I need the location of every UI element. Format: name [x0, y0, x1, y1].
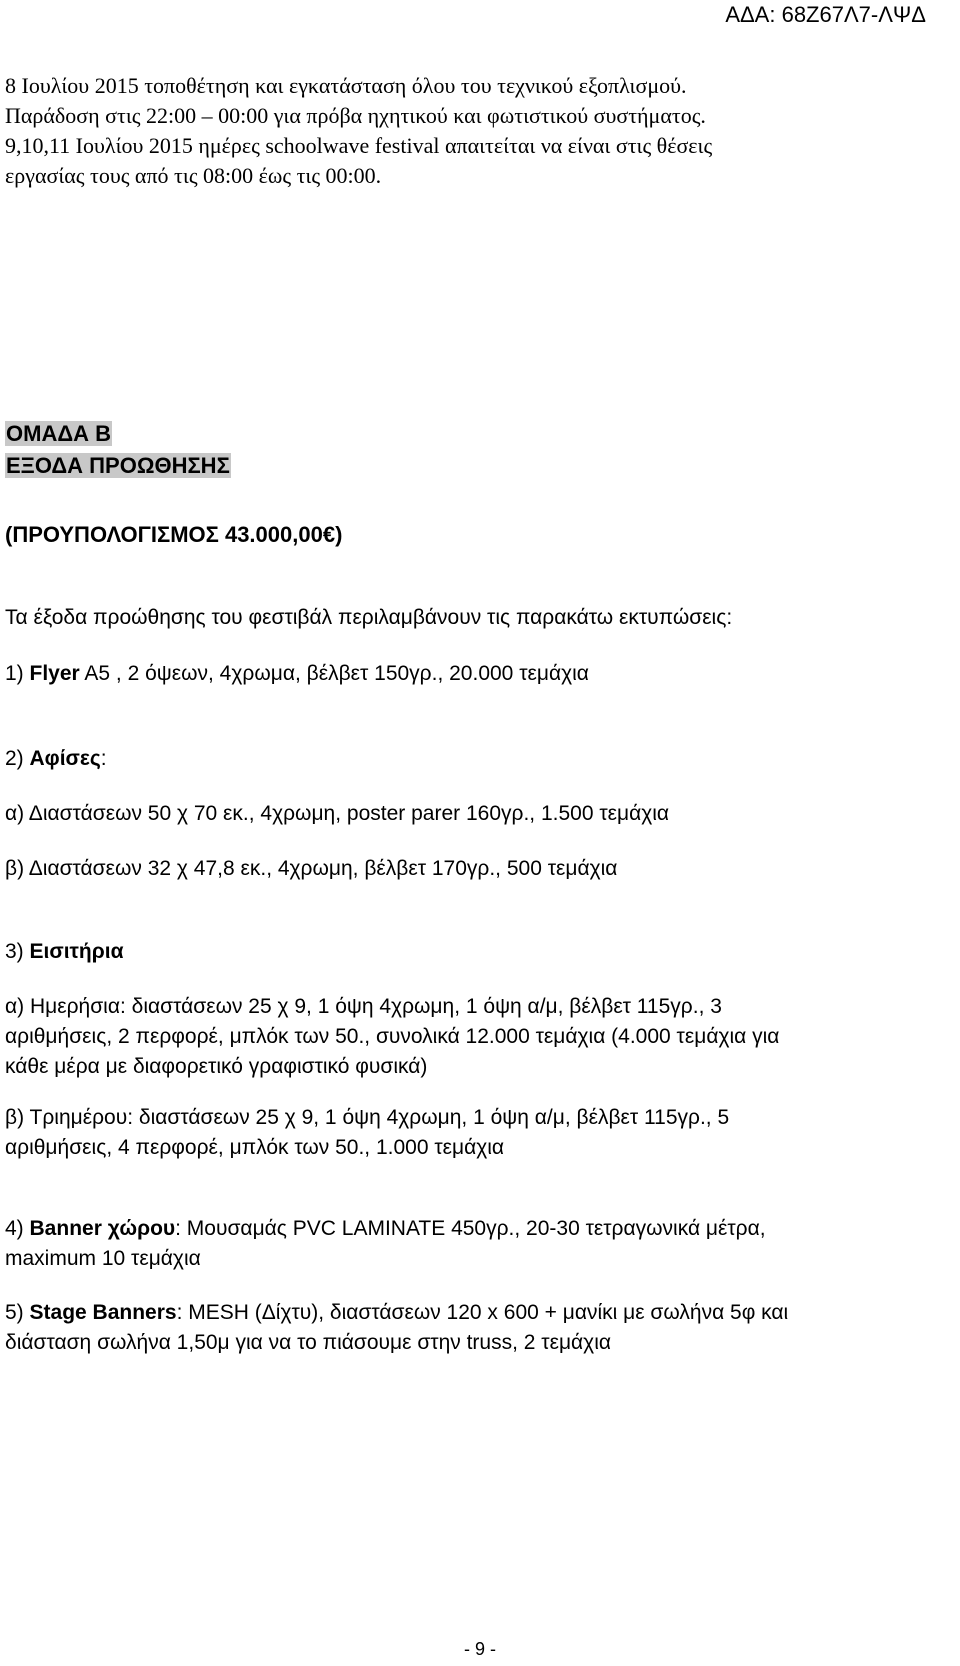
item-stage-banners	[5, 1298, 788, 1358]
item-text: : MESH (Δίχτυ), διαστάσεων 120 x 600 + μανίκι με σωλήνα 5φ και	[176, 1301, 789, 1324]
group-title-line	[5, 419, 112, 450]
poster-option-a: α) Διαστάσεων 50 χ 70 εκ., 4χρωμη, poster parer 160γρ., 1.500 τεμάχια	[5, 802, 670, 825]
text-line: κάθε μέρα με διαφορετικό γραφιστικό φυσικά)	[5, 1055, 428, 1078]
schedule-line: Παράδοση στις 22:00 – 00:00 για πρόβα ηχητικού και φωτιστικού συστήματος.	[5, 103, 706, 128]
group-subtitle-line	[5, 451, 231, 482]
ticket-option-a	[5, 992, 779, 1082]
schedule-line: 9,10,11 Ιουλίου 2015 ημέρες schoolwave festival απαιτείται να είναι στις θέσεις	[5, 133, 713, 158]
group-title: ΟΜΑΔΑ Β	[6, 421, 112, 446]
text-line: maximum 10 τεμάχια	[5, 1247, 201, 1270]
item-label: Αφίσες	[29, 747, 101, 770]
item-label: Εισιτήρια	[29, 940, 124, 963]
intro-sentence: Τα έξοδα προώθησης του φεστιβάλ περιλαμβάνουν τις παρακάτω εκτυπώσεις:	[5, 606, 733, 629]
schedule-paragraph	[5, 71, 945, 191]
item-tickets	[5, 937, 124, 967]
text-line: διάσταση σωλήνα 1,50μ για να το πιάσουμε στην truss, 2 τεμάχια	[5, 1331, 612, 1354]
item-flyer	[5, 659, 589, 689]
item-number: 1)	[5, 662, 30, 685]
item-label: Stage Banners	[29, 1301, 177, 1324]
ticket-option-b	[5, 1103, 729, 1163]
item-number: 3)	[5, 940, 30, 963]
text-line: α) Ημερήσια: διαστάσεων 25 χ 9, 1 όψη 4χρωμη, 1 όψη α/μ, βέλβετ 115γρ., 3	[5, 995, 722, 1018]
schedule-line: εργασίας τους από τις 08:00 έως τις 00:00.	[5, 163, 382, 188]
item-text: : Μουσαμάς PVC LAMINATE 450γρ., 20-30 τετραγωνικά μέτρα,	[175, 1217, 766, 1240]
item-number: 2)	[5, 747, 30, 770]
item-label: Banner χώρου	[29, 1217, 176, 1240]
document-id: ΑΔΑ: 68Ζ67Λ7-ΛΨΔ	[725, 2, 926, 27]
schedule-line: 8 Ιουλίου 2015 τοποθέτηση και εγκατάσταση όλου του τεχνικού εξοπλισμού.	[5, 73, 687, 98]
text-line: β) Τριημέρου: διαστάσεων 25 χ 9, 1 όψη 4χρωμη, 1 όψη α/μ, βέλβετ 115γρ., 5	[5, 1106, 730, 1129]
text-line: αριθμήσεις, 4 περφορέ, μπλόκ των 50., 1.000 τεμάχια	[5, 1136, 505, 1159]
item-text: A5 , 2 όψεων, 4χρωμα, βέλβετ 150γρ., 20.000 τεμάχια	[79, 662, 589, 685]
page-number: - 9 -	[463, 1639, 496, 1659]
text-line: αριθμήσεις, 2 περφορέ, μπλόκ των 50., συνολικά 12.000 τεμάχια (4.000 τεμάχια για	[5, 1025, 780, 1048]
budget-heading: (ΠΡΟΥΠΟΛΟΓΙΣΜΟΣ 43.000,00€)	[5, 522, 343, 547]
text-line	[5, 1298, 788, 1328]
item-number: 4)	[5, 1217, 30, 1240]
text-line	[5, 1214, 766, 1244]
item-number: 5)	[5, 1301, 30, 1324]
item-label: Flyer	[29, 662, 80, 685]
item-banner	[5, 1214, 766, 1274]
poster-option-b: β) Διαστάσεων 32 χ 47,8 εκ., 4χρωμη, βέλβετ 170γρ., 500 τεμάχια	[5, 857, 618, 880]
group-subtitle: ΕΞΟΔΑ ΠΡΟΩΘΗΣΗΣ	[6, 453, 230, 478]
item-suffix: :	[100, 747, 107, 770]
item-posters	[5, 744, 107, 774]
